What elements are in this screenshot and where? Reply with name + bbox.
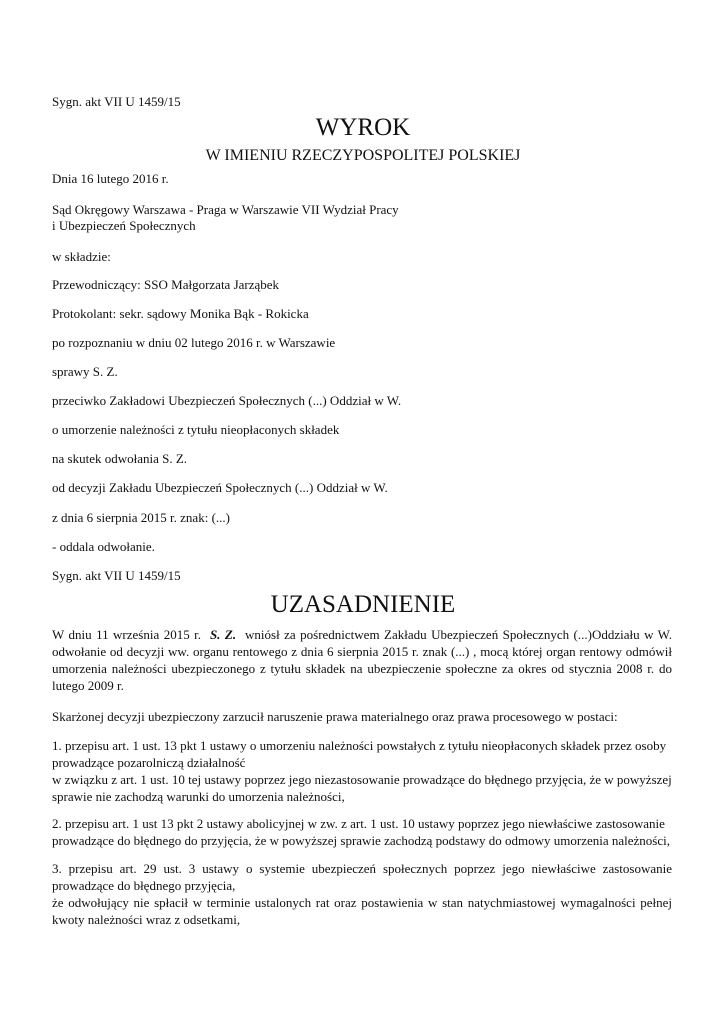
court-name-line1: Sąd Okręgowy Warszawa - Praga w Warszawie VII Wydział Pracy: [52, 202, 399, 217]
paragraph-1-line-3: umorzenia należności ubezpieczonego z tytułu składek na ubezpieczenie społeczne za okres od stycznia 2008 r. do: [52, 661, 672, 676]
hearing-info: po rozpoznaniu w dniu 02 lutego 2016 r. w Warszawie: [52, 335, 336, 350]
paragraph-1-line-1: W dniu 11 września 2015 r. S. Z. wniósł za pośrednictwem Zakładu Ubezpieczeń Społecznych (...)Oddziału w W.: [52, 627, 673, 642]
court-clerk: Protokolant: sekr. sądowy Monika Bąk - Rokicka: [52, 306, 309, 321]
document-title: WYROK: [315, 114, 411, 141]
justification-point-3: 3. przepisu art. 29 ust. 3 ustawy o systemie ubezpieczeń społecznych poprzez jego niewłaściwe zastosowanie prowadzące do błędnego przyjęcia, że odwołujący nie spłacił w terminie ustalonych rat oraz postawienia w stan natychmiastowej wymagalności pełnej kwoty należności wraz z odsetkami,: [52, 861, 672, 927]
verdict: - oddala odwołanie.: [52, 539, 155, 554]
case-signature-bottom: Sygn. akt VII U 1459/15: [52, 568, 181, 583]
justification-title: UZASADNIENIE: [270, 591, 456, 618]
composition-label: w składzie:: [52, 249, 111, 264]
document-subtitle: W IMIENIU RZECZYPOSPOLITEJ POLSKIEJ: [205, 147, 521, 164]
justification-point-2: 2. przepisu art. 1 ust 13 pkt 2 ustawy abolicyjnej w zw. z art. 1 ust. 10 ustawy poprzez jego niewłaściwe zastosowanie prowadzące do błędnego do przyjęcia, że w powyższej sprawie zachodzą podstawy do odmowy umorzenia należności,: [52, 816, 670, 848]
paragraph-1-line-2: odwołanie od decyzji ww. organu rentowego z dnia 6 sierpnia 2015 r. znak (...) , mocą której organ rentowy odmówił: [52, 644, 672, 659]
opposing-party: przeciwko Zakładowi Ubezpieczeń Społecznych (...) Oddział w W.: [52, 393, 402, 408]
case-party: sprawy S. Z.: [52, 364, 118, 379]
judgment-date: Dnia 16 lutego 2016 r.: [52, 171, 169, 186]
court-name-line2: i Ubezpieczeń Społecznych: [52, 218, 196, 233]
justification-paragraph-1: [52, 626, 672, 694]
justification-paragraph-2: Skarżonej decyzji ubezpieczony zarzucił naruszenie prawa materialnego oraz prawa procesowego w postaci:: [52, 709, 618, 724]
justification-point-1: 1. przepisu art. 1 ust. 13 pkt 1 ustawy o umorzeniu należności powstałych z tytułu nieopłaconych składek przez osoby prowadzące pozarolniczą działalność w związku z art. 1 ust. 10 tej ustawy poprzez jego niezastosowanie prowadzące do błędnego przyjęcia, że w powyższej sprawie nie zachodzą warunki do umorzenia należności,: [52, 738, 672, 804]
case-signature-top: Sygn. akt VII U 1459/15: [52, 94, 181, 109]
presiding-judge: Przewodniczący: SSO Małgorzata Jarząbek: [52, 277, 280, 292]
appeal-info: na skutek odwołania S. Z.: [52, 451, 188, 466]
decision-origin: od decyzji Zakładu Ubezpieczeń Społecznych (...) Oddział w W.: [52, 480, 388, 495]
case-subject: o umorzenie należności z tytułu nieopłaconych składek: [52, 422, 340, 437]
paragraph-1-line-4: lutego 2009 r.: [52, 678, 124, 693]
appellant-name: S. Z.: [209, 627, 237, 642]
decision-date: z dnia 6 sierpnia 2015 r. znak: (...): [52, 510, 230, 525]
